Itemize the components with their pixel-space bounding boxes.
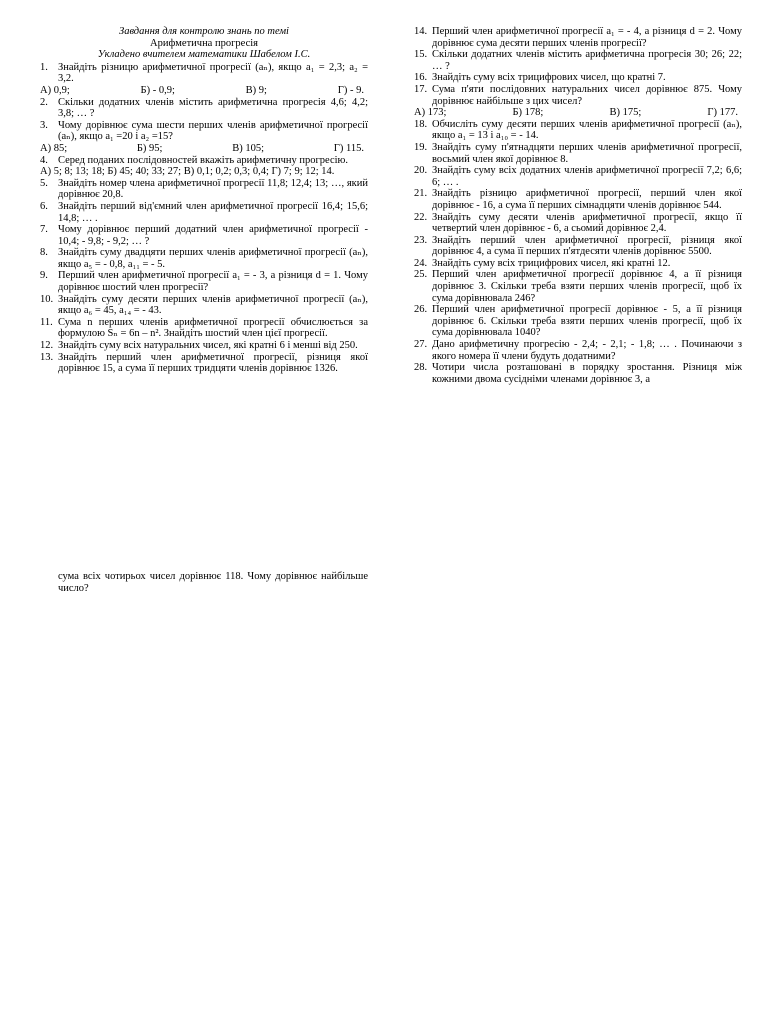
- answer-options-3: А) 85; Б) 95; В) 105; Г) 115.: [40, 142, 364, 154]
- question-13: 13. Знайдіть перший член арифметичної прогресії, різниця якої дорівнює 15, а сума її перших тридцяти членів дорівнює 1326.: [40, 351, 368, 375]
- question-18: 18. Обчисліть суму десяти перших членів арифметичної прогресії (aₙ), якщо a₁ = 13 і a₁₀ = - 14.: [414, 118, 742, 142]
- question-6: 6. Знайдіть перший від'ємний член арифметичної прогресії 16,4; 15,6; 14,8; … .: [40, 200, 368, 224]
- question-20: 20. Знайдіть суму всіх додатних членів арифметичної прогресії 7,2; 6,6; 6; … .: [414, 165, 742, 188]
- question-4: 4. Серед поданих послідовностей вкажіть арифметичну прогресію.: [40, 154, 348, 166]
- question-21: 21. Знайдіть різницю арифметичної прогресії, перший член якої дорівнює - 16, а сума її перших сімнадцяти членів дорівнює 544.: [414, 188, 742, 211]
- question-19: 19. Знайдіть суму п'ятнадцяти перших членів арифметичної прогресії, восьмий член якої дорівнює 8.: [414, 141, 742, 165]
- question-1: 1. Знайдіть різницю арифметичної прогресії (aₙ), якщо a₁ = 2,3; a₂ = 3,2.: [40, 61, 368, 85]
- question-2: 2. Скільки додатних членів містить арифметична прогресія 4,6; 4,2; 3,8; … ?: [40, 96, 368, 120]
- question-16: 16. Знайдіть суму всіх трицифрових чисел, що кратні 7.: [414, 72, 666, 84]
- left-column: [40, 26, 368, 375]
- question-14: 14. Перший член арифметичної прогресії a₁ = - 4, а різниця d = 2. Чому дорівнює сума десяти перших членів прогресії?: [414, 26, 742, 49]
- question-12: 12. Знайдіть суму всіх натуральних чисел, які кратні 6 і менші від 250.: [40, 340, 358, 352]
- question-28-continuation: сума всіх чотирьох чисел дорівнює 118. Чому дорівнює найбільше число?: [58, 571, 368, 594]
- question-7: 7. Чому дорівнює перший додатний член арифметичної прогресії - 10,4; - 9,8; - 9,2; … ?: [40, 224, 368, 247]
- question-10: 10. Знайдіть суму десяти перших членів арифметичної прогресії (aₙ), якщо a₆ = 45, a₁₄ = - 43.: [40, 293, 368, 317]
- answer-options-17: А) 173; Б) 178; В) 175; Г) 177.: [414, 107, 738, 119]
- question-25: 25. Перший член арифметичної прогресії дорівнює 4, а її різниця дорівнює 3. Скільки треба взяти перших членів прогресії, щоб їх сума дорівнювала 246?: [414, 269, 742, 304]
- question-28: 28. Чотири числа розташовані в порядку зростання. Різниця між кожними двома сусідніми членами дорівнює 3, а: [414, 362, 742, 385]
- question-22: 22. Знайдіть суму десяти членів арифметичної прогресії, якщо її четвертий член дорівнює - 6, а сьомий дорівнює 2,4.: [414, 211, 742, 235]
- answer-options-4: А) 5; 8; 13; 18; Б) 45; 40; 33; 27; В) 0,1; 0,2; 0,3; 0,4; Г) 7; 9; 12; 14.: [40, 166, 335, 178]
- question-9: 9. Перший член арифметичної прогресії a₁ = - 3, а різниця d = 1. Чому дорівнює шостий член прогресії?: [40, 270, 368, 294]
- answer-options-1: А) 0,9; Б) - 0,9; В) 9; Г) - 9.: [40, 84, 364, 96]
- question-24: 24. Знайдіть суму всіх трицифрових чисел, які кратні 12.: [414, 257, 671, 269]
- header-author: Укладено вчителем математики Шабелом І.С.: [97, 49, 311, 61]
- question-11: 11. Сума n перших членів арифметичної прогресії обчислюється за формулою Sₙ = 6n – n². Знайдіть шостий член цієї прогресії.: [40, 316, 368, 340]
- header-title: Арифметична прогресія: [150, 37, 258, 49]
- question-23: 23. Знайдіть перший член арифметичної прогресії, різниця якої дорівнює 4, а сума її перших п'ятдесяти членів дорівнює 5500.: [414, 234, 742, 258]
- question-26: 26. Перший член арифметичної прогресії дорівнює - 5, а її різниця дорівнює 6. Скільки треба взяти перших членів прогресії, щоб їх сума дорівнювала 1040?: [414, 304, 742, 339]
- question-27: 27. Дано арифметичну прогресію - 2,4; - 2,1; - 1,8; … . Починаючи з якого номера її члени будуть додатними?: [414, 339, 742, 362]
- question-5: 5. Знайдіть номер члена арифметичної прогресії 11,8; 12,4; 13; …, який дорівнює 20,8.: [40, 177, 368, 201]
- question-8: 8. Знайдіть суму двадцяти перших членів арифметичної прогресії (aₙ), якщо a₅ = - 0,8, a₁₁ = - 5.: [40, 247, 368, 270]
- question-3: 3. Чому дорівнює сума шести перших членів арифметичної прогресії (aₙ), якщо a₁ =20 і a₂ =15?: [40, 119, 368, 143]
- question-15: 15. Скільки додатних членів містить арифметична прогресія 30; 26; 22; … ?: [414, 49, 742, 72]
- header-line-1: Завдання для контролю знань по темі: [119, 26, 289, 37]
- right-column: [414, 26, 742, 385]
- question-17: 17. Сума п'яти послідовних натуральних чисел дорівнює 875. Чому дорівнює найбільше з цих чисел?: [414, 83, 742, 107]
- worksheet-header: [40, 26, 368, 61]
